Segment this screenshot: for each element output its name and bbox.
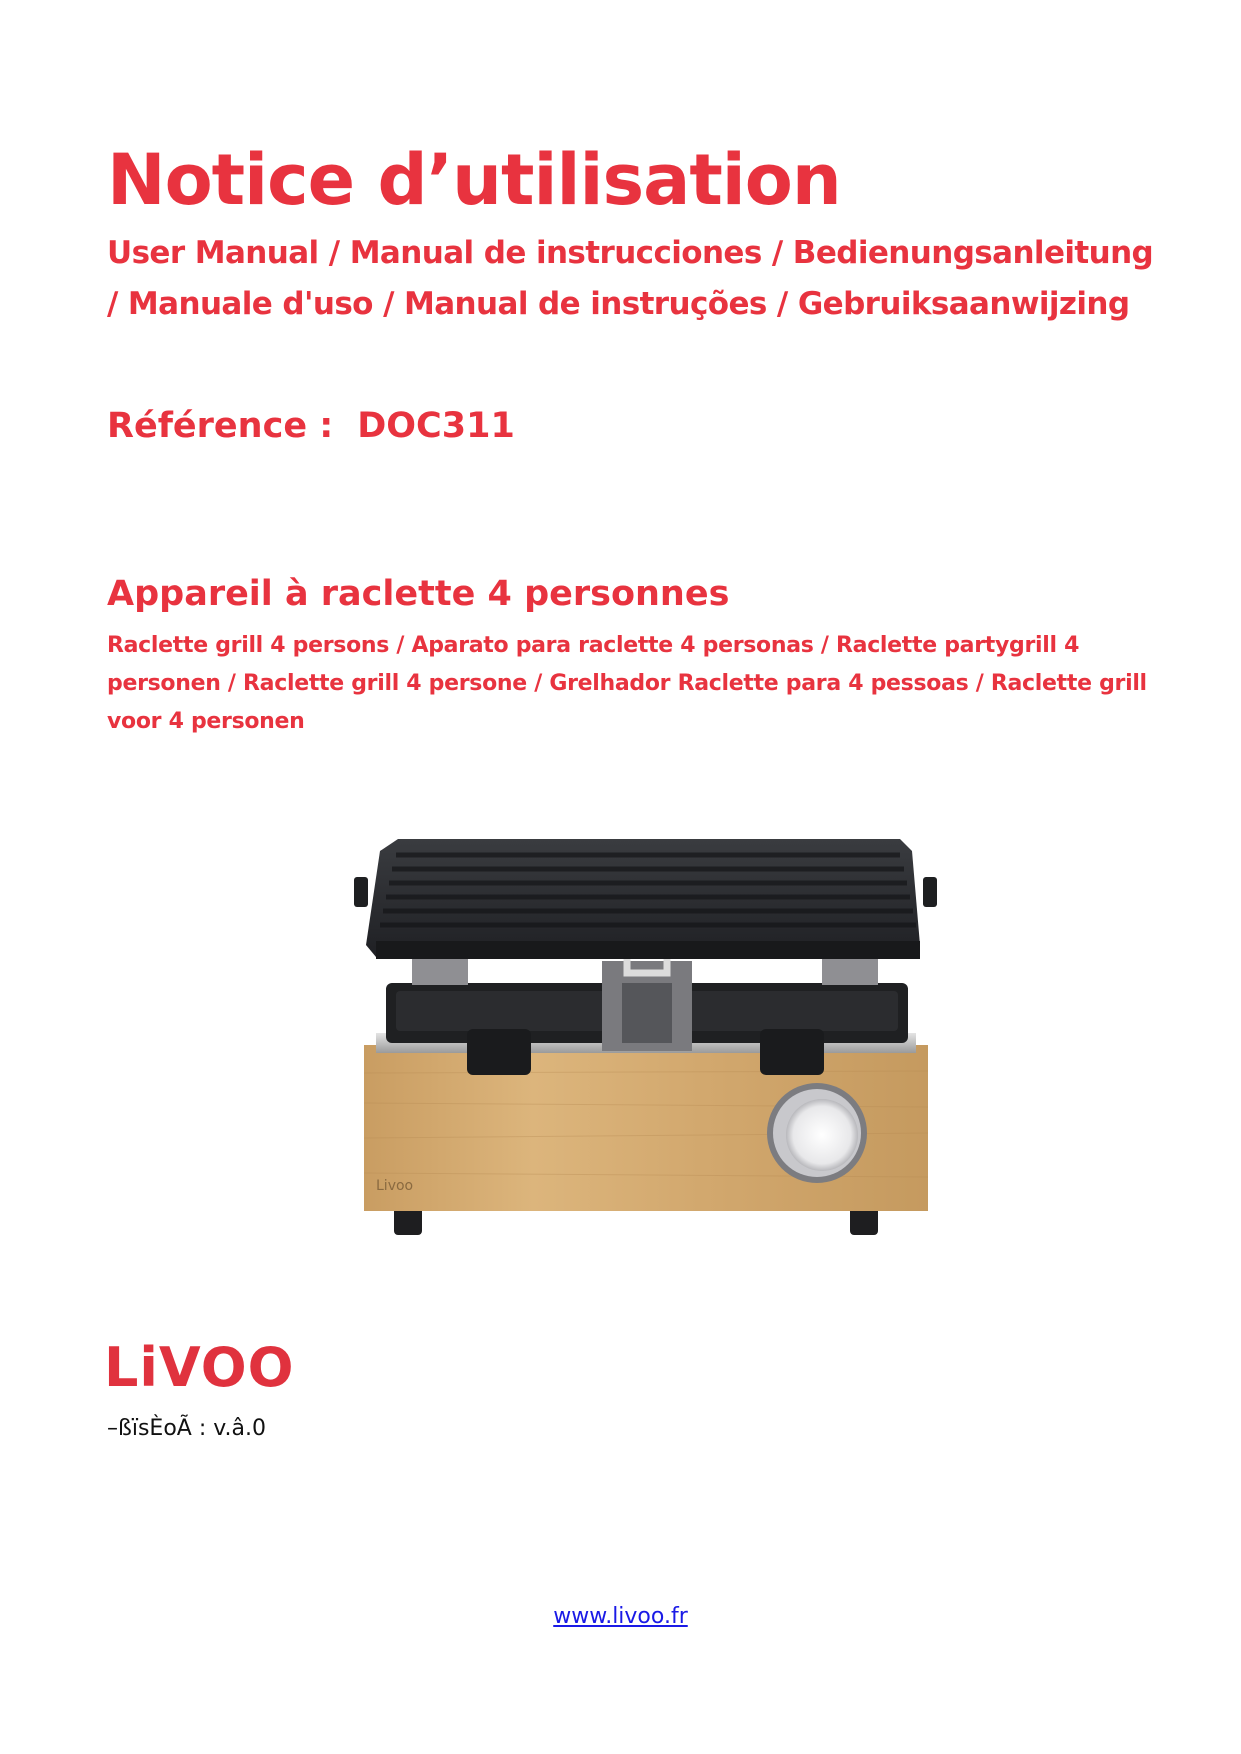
reference-label: Référence : xyxy=(107,406,334,446)
product-title: Appareil à raclette 4 personnes xyxy=(107,574,730,614)
base-brand-mark: Livoo xyxy=(376,1178,414,1194)
page-title: Notice d’utilisation xyxy=(107,139,841,221)
product-subtitle: Raclette grill 4 persons / Aparato para raclette 4 personas / Raclette partygrill 4 personen / Raclette grill 4 persone / Grelhador Raclette para 4 pessoas / Raclette grill voor 4 personen xyxy=(107,633,1147,734)
languages-subtitle: User Manual / Manual de instrucciones / Bedienungsanleitung / Manuale d'uso / Manual de instruções / Gebruiksaanwijzing xyxy=(107,235,1154,322)
livoo-logo: LiVOO xyxy=(104,1336,295,1399)
reference-value: DOC311 xyxy=(357,406,515,446)
product-reference xyxy=(107,404,515,448)
website-link[interactable]: www.livoo.fr xyxy=(553,1604,688,1629)
raclette-grill-image xyxy=(352,833,939,1253)
raclette-grill-illustration xyxy=(352,833,939,1253)
document-version: –ßïsÈoÃ : v.â.0 xyxy=(107,1416,267,1441)
website-footer xyxy=(0,1603,1241,1631)
